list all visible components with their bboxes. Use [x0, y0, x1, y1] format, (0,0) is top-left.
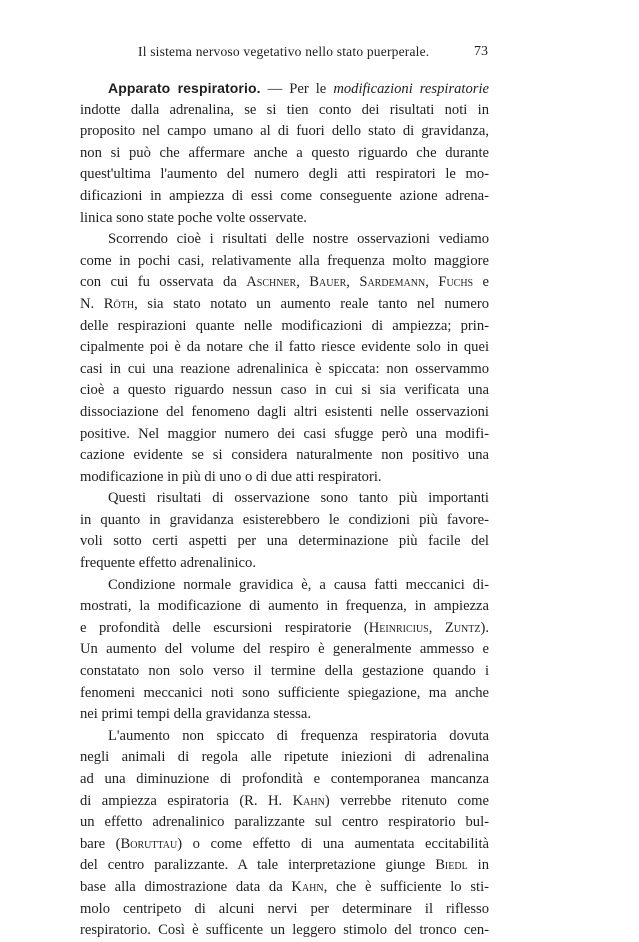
text-fragment: base alla dimostrazione data da [80, 878, 292, 895]
paragraph-5-line: molo centripeto di alcuni nervi per determinare il riflesso [80, 900, 489, 917]
italic-phrase: modificazioni respiratorie [333, 81, 489, 97]
author-name: Boruttau [120, 835, 178, 852]
section-heading: Apparato respiratorio. [108, 80, 261, 96]
paragraph-2-line: delle respirazioni quante nelle modificazioni di ampiezza; prin- [80, 317, 489, 334]
comma: , [346, 274, 360, 291]
author-name: Biedl [435, 857, 468, 874]
paragraph-1-line: dificazioni in ampiezza di essi come conseguente azione adrena- [80, 187, 489, 204]
text-fragment: bare ( [80, 835, 121, 852]
paragraph-1-line: quest'ultima l'aumento del numero degli atti respiratori le mo- [80, 166, 489, 183]
paragraph-5-line: ad una diminuzione di profondità e contemporanea mancanza [80, 771, 489, 787]
paragraph-1-line-1 [80, 78, 489, 100]
paragraph-4-line: fenomeni meccanici noti sono sufficiente spiegazione, ma anche [80, 684, 489, 701]
body-text [80, 78, 489, 942]
paragraph-2-line: Scorrendo cioè i risultati delle nostre osservazioni vediamo [108, 231, 489, 248]
paragraph-5-line-boruttau [80, 834, 489, 856]
paragraph-2-line: modificazione in più di uno o di due atti respiratori. [80, 468, 382, 485]
paragraph-4-line: Un aumento del volume del respiro è generalmente ammesso e [80, 641, 489, 658]
text-fragment: di ampiezza espiratoria (R. H. [80, 792, 293, 809]
paragraph-4-line: nei primi tempi della gravidanza stessa. [80, 706, 311, 723]
paragraph-1-line: proposito nel campo umano al di fuori dello stato di gravidanza, [80, 123, 489, 140]
author-name: Kahn [291, 878, 324, 895]
text-fragment: ) verrebbe ritenuto come [324, 792, 489, 809]
paragraph-5-line: negli animali di regola alle ripetute iniezioni di adrenalina [80, 749, 489, 766]
paragraph-2-line-names [80, 272, 489, 294]
text-fragment: del centro paralizzante. A tale interpretazione giunge [80, 857, 436, 874]
comma: , [296, 274, 310, 291]
paragraph-5-line-kahn-2 [80, 877, 489, 899]
paragraph-4-line: constatato non solo verso il termine della gestazione quando i [80, 663, 489, 680]
author-name: Heinricius [368, 619, 429, 636]
text-fragment: , sia stato notato un aumento reale tanto nel numero [134, 295, 489, 312]
paragraph-2-line: cioè a questo riguardo nessun caso in cui si sia verificata una [80, 382, 489, 399]
paragraph-4-line: Condizione normale gravidica è, a causa fatti meccanici di- [108, 576, 489, 593]
author-name: Aschner [246, 274, 297, 291]
author-name: Zuntz [444, 619, 481, 636]
text-fragment: , [428, 619, 445, 636]
paragraph-2-line: dissociazione del fenomeno dagli altri esistenti nelle osservazioni [80, 403, 489, 420]
page-number: 73 [474, 44, 488, 59]
author-name: Bauer [309, 274, 347, 291]
paragraph-1-line: indotte dalla adrenalina, se si tien conto dei risultati noti in [80, 101, 489, 118]
paragraph-2-line: cazione evidente se si considera naturalmente non positivo una [80, 447, 489, 464]
paragraph-5-line-biedl [80, 855, 489, 877]
author-name: Fuchs [438, 274, 474, 291]
paragraph-5-line-kahn [80, 791, 489, 813]
paragraph-2-line: come in pochi casi, relativamente alla frequenza molto maggiore [80, 252, 489, 269]
paragraph-3-line: frequente effetto adrenalinico. [80, 555, 256, 572]
page-header [118, 44, 488, 64]
text-fragment: in [467, 857, 489, 874]
paragraph-2-line: casi in cui una reazione adrenalinica è spiccata: non osservammo [80, 360, 489, 377]
text-fragment: ) o come effetto di una aumentata eccitabilità [177, 835, 489, 852]
author-name: Sardemann [359, 274, 426, 291]
paragraph-5-line: un effetto adrenalinico paralizzante sul centro respiratorio bul- [80, 814, 489, 831]
paragraph-2-line: cipalmente poi è da notare che il fatto riesce evidente solo in quei [80, 339, 489, 356]
paragraph-2-line-roth [80, 294, 489, 316]
paragraph-5-line: respiratorio. Così è sufficente un leggero stimolo del tronco cen- [80, 922, 489, 939]
text-fragment: ). [480, 619, 489, 636]
paragraph-4-line: mostrati, la modificazione di aumento in frequenza, in ampiezza [80, 598, 489, 615]
text-fragment: e profondità delle escursioni respiratorie ( [80, 619, 369, 636]
author-name: Kahn [292, 792, 325, 809]
paragraph-3-line: Questi risultati di osservazione sono tanto più importanti [108, 490, 489, 507]
running-title: Il sistema nervoso vegetativo nello stato puerperale. [138, 44, 430, 59]
paragraph-4-line-names [80, 618, 489, 640]
paragraph-2-line: positive. Nel maggior numero dei casi sfugge però una modifi- [80, 425, 489, 442]
text-fragment: , che è sufficiente lo sti- [323, 878, 489, 895]
paragraph-5-line: L'aumento non spiccato di frequenza respiratoria dovuta [108, 727, 489, 744]
paragraph-3-line: in quanto in gravidanza esisterebbero le condizioni più favore- [80, 511, 489, 528]
paragraph-1-line: non si può che affermare anche a questo riguardo che durante [80, 144, 489, 161]
author-name: Röth [103, 295, 135, 312]
paragraph-3-line: voli sotto certi aspetti per una determinazione più facile del [80, 533, 489, 550]
paragraph-1-line: linica sono state poche volte osservate. [80, 209, 307, 226]
text-fragment: e [473, 274, 489, 291]
text-fragment: con cui fu osservata da [80, 274, 247, 291]
heading-dash: — Per le [260, 81, 334, 97]
comma: , [425, 274, 439, 291]
text-fragment: N. [80, 295, 104, 312]
